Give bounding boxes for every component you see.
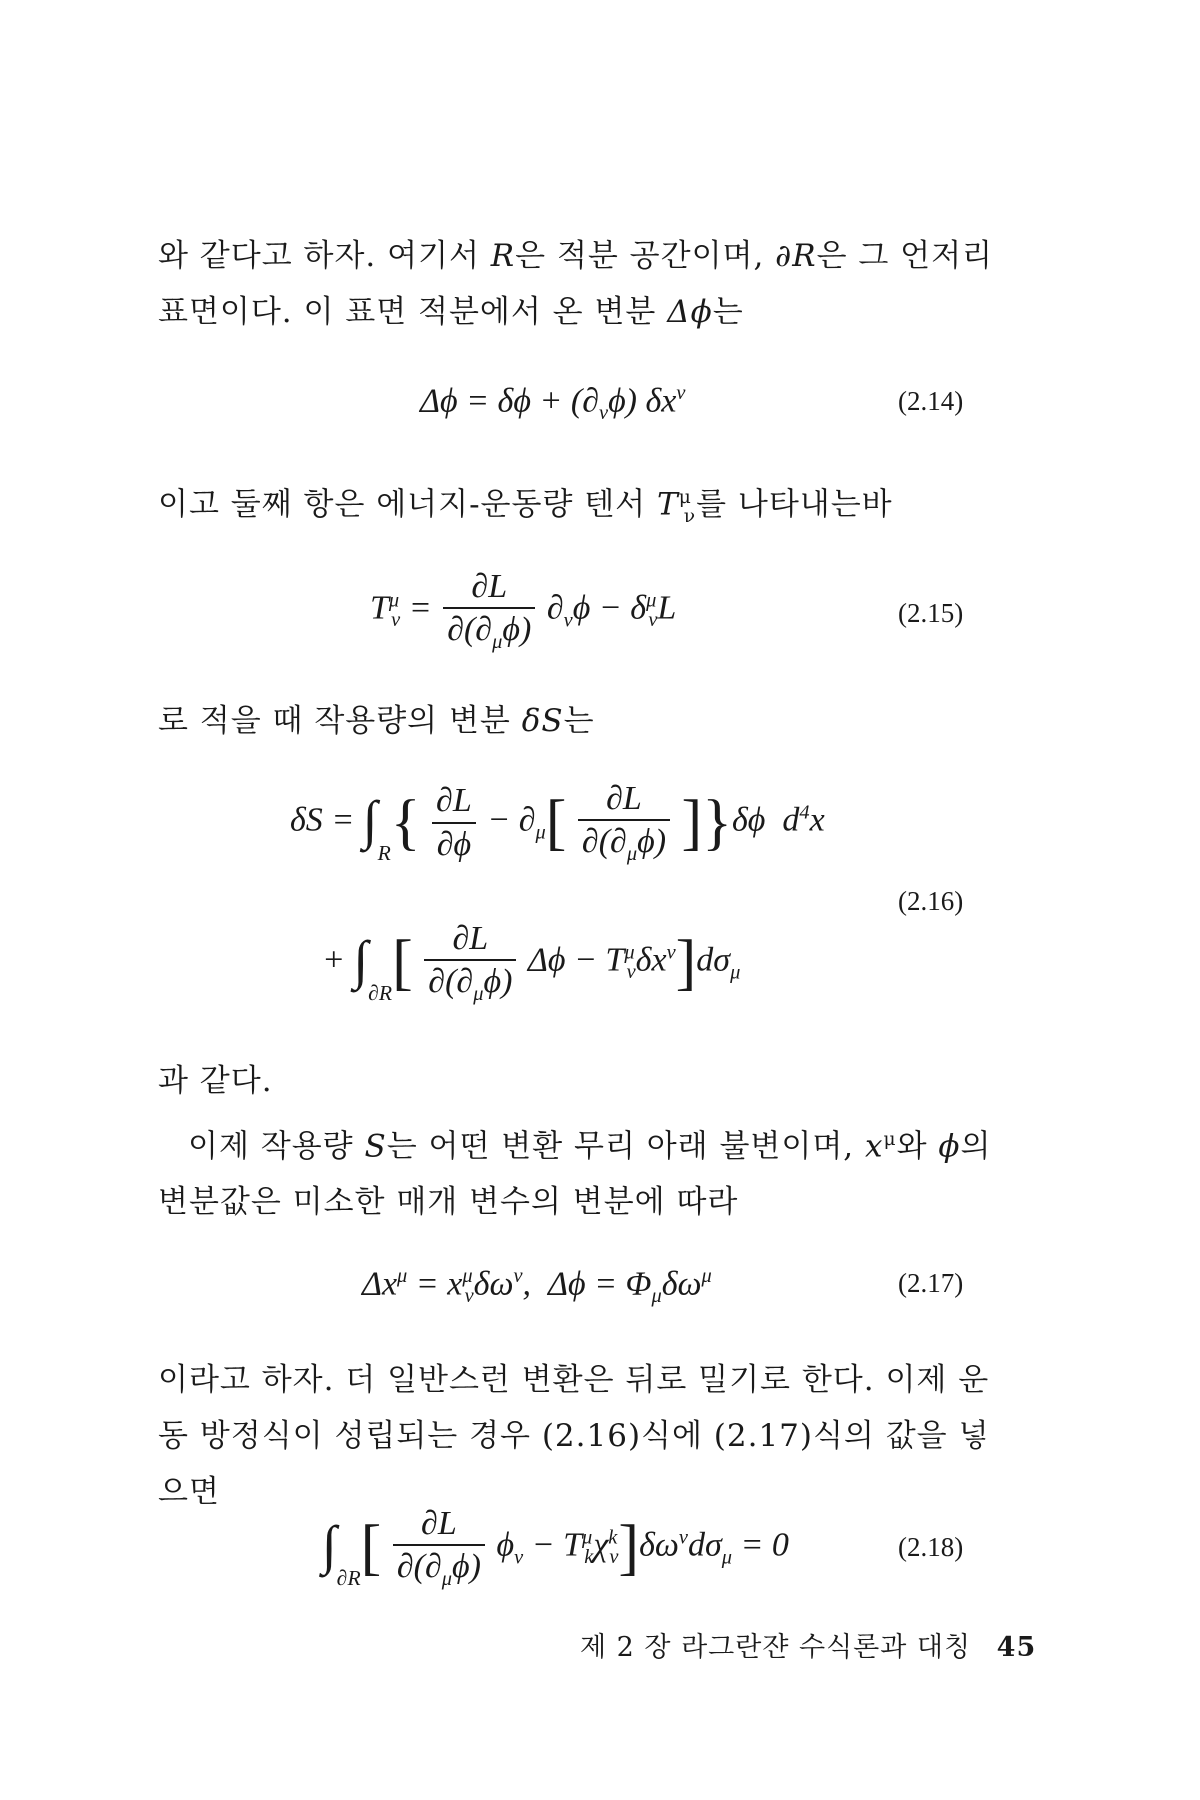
equation-number-2-18: (2.18) (898, 1532, 964, 1562)
fraction: $\frac{\partial L}{\partial\phi}$ (432, 782, 476, 863)
equation-number-2-14: (2.14) (898, 386, 964, 416)
paragraph-5: 이제 작용량 S는 어떤 변환 무리 아래 불변이며, $x^\mu$와 ϕ의 변분값은 미소한 매개 변수의 변분에 따라 (158, 1128, 992, 1221)
equation-2-14: $\Delta\phi = \delta\phi + (\partial_\nu\phi)$ $\delta x^\nu$ (420, 382, 686, 425)
fraction: $\frac{\partial L}{\partial(\partial_\mu\phi)}$ (424, 920, 516, 1006)
equation-2-16-line-2: + $\int_{\partial R}$[ $\frac{\partial L}{\partial(\partial_\mu\phi)}$ $\Delta\phi - T^\mu_\nu\delta x^\nu]d\sigma_\mu$ (322, 920, 741, 1006)
fraction: $\frac{\partial L}{\partial(\partial_\mu\phi)}$ (578, 780, 670, 866)
paragraph-3: 로 적을 때 작용량의 변분 δS는 (158, 703, 595, 739)
equation-number-2-17: (2.17) (898, 1268, 964, 1298)
paragraph-2: 이고 둘째 항은 에너지-운동량 텐서 $T^\mu_\nu$를 나타내는바 (158, 486, 893, 527)
equation-number-2-15: (2.15) (898, 598, 964, 628)
paragraph-1: 와 같다고 하자. 여기서 R은 적분 공간이며, ∂R은 그 언저리 표면이다. 이 표면 적분에서 온 변분 Δϕ는 (158, 238, 994, 330)
fraction: $\frac{\partial L}{\partial(\partial_\mu\phi)}$ (443, 568, 535, 654)
equation-2-15: $T^\mu_\nu$ = $\frac{\partial L}{\partial(\partial_\mu\phi)}$ $\partial_\nu\phi - \delta^\mu_\nu L$ (370, 568, 677, 654)
paragraph-6: 이라고 하자. 더 일반스런 변환은 뒤로 밀기로 한다. 이제 운동 방정식이 성립되는 경우 (2.16)식에 (2.17)식의 값을 넣으면 (158, 1362, 990, 1510)
equation-number-2-16: (2.16) (898, 886, 964, 916)
running-head: 제 2 장 라그란쟌 수식론과 대칭 (580, 1632, 972, 1663)
page-footer (580, 1625, 1036, 1664)
equation-2-17: $\Delta x^\mu = x^\mu_\nu\delta\omega^\nu$, $\Delta\phi = \Phi_\mu\delta\omega^\mu$ (362, 1265, 712, 1308)
equation-2-18: $\int_{\partial R}$[ $\frac{\partial L}{\partial(\partial_\mu\phi)}$ $\phi_\nu - T^\mu_k\chi^k_\nu]\delta\omega^\nu d\sigma_\mu = 0$ (322, 1505, 789, 1591)
page-number: 45 (996, 1632, 1037, 1663)
fraction: $\frac{\partial L}{\partial(\partial_\mu\phi)}$ (393, 1505, 485, 1591)
paragraph-4: 과 같다. (158, 1063, 273, 1099)
equation-2-16-line-1: $\delta S = \int_R${ $\frac{\partial L}{\partial\phi}$ − $\partial_\mu$[ $\frac{\partial L}{\partial(\partial_\mu\phi)}$ ]}δϕ $d^4x$ (290, 780, 825, 866)
